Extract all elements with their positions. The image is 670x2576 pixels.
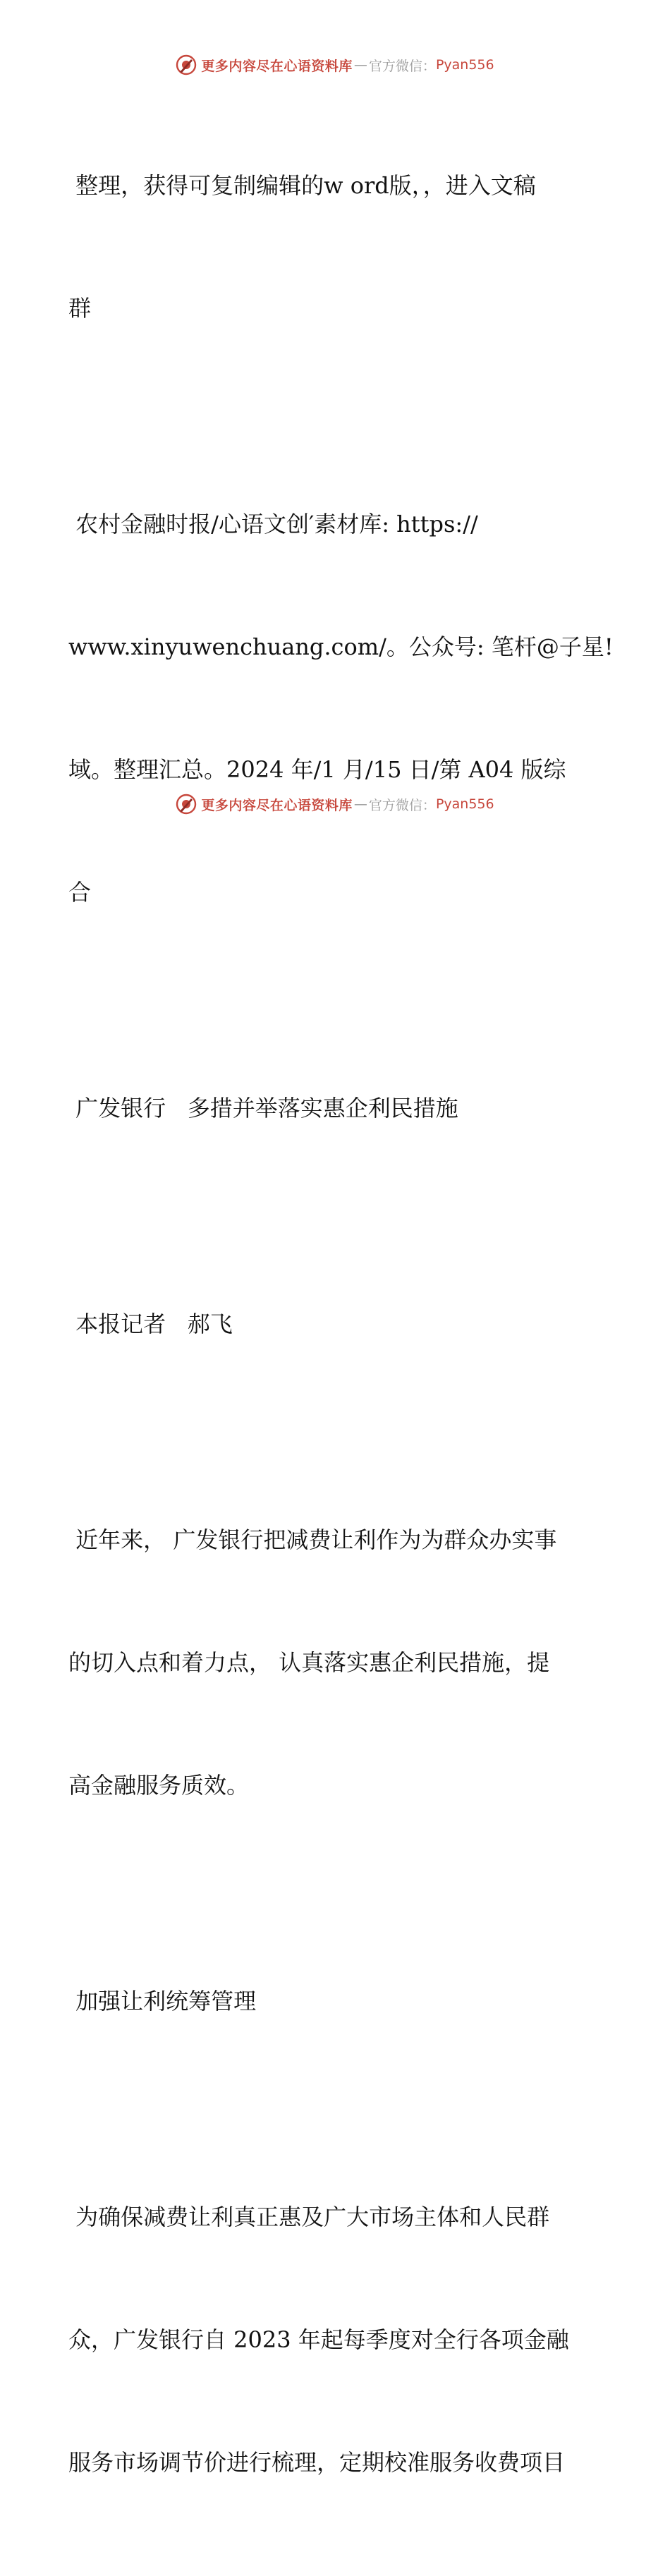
paragraph-lead (68, 1438, 604, 1888)
banner-dash: — (353, 57, 367, 73)
banner-wechat-id: Pyan556 (435, 796, 494, 812)
paragraph-source (68, 422, 614, 995)
text-line: 的切入点和着力点， 认真落实惠企利民措施，提 (68, 1649, 550, 1676)
banner-site-text: 更多内容尽在心语资料库 (201, 58, 353, 74)
text-line: 整理，获得可复制编辑的w ord版，，进入文稿 (68, 172, 536, 199)
text-line: 高金融服务质效。 (68, 1772, 250, 1799)
text-line: 本报记者 郝飞 (68, 1311, 233, 1337)
banner-dash: — (353, 796, 367, 812)
document-body (68, 83, 614, 2576)
banner-wechat-id: Pyan556 (435, 57, 494, 73)
text-line: 近年来， 广发银行把减费让利作为为群众办实事 (68, 1526, 557, 1553)
text-line: 为确保减费让利真正惠及广大市场主体和人民群 (68, 2204, 550, 2230)
text-line: 群 (68, 295, 92, 322)
text-line: 众，广发银行自 2023 年起每季度对全行各项金融 (68, 2326, 569, 2353)
text-line: www.xinyuwenchuang.com/。公众号: 笔杆@子星! (68, 633, 614, 660)
article-title (68, 1006, 604, 1210)
text-line: 广发银行 多措并举落实惠企利民措施 (68, 1095, 458, 1122)
footer-banner (0, 790, 670, 818)
text-line: 域。整理汇总。2024 年/1 月/15 日/第 A04 版综 (68, 756, 566, 783)
quill-logo-icon (176, 794, 197, 815)
quill-logo-icon (176, 54, 197, 75)
banner-site-text: 更多内容尽在心语资料库 (201, 797, 353, 813)
banner-wechat-label: 官方微信： (368, 797, 436, 813)
header-banner (0, 51, 670, 79)
text-line: 合 (68, 879, 92, 906)
text-line: 加强让利统筹管理 (68, 1988, 257, 2015)
text-line: 服务市场调节价进行梳理，定期校准服务收费项目 (68, 2449, 566, 2476)
section-heading (68, 1899, 604, 2103)
text-line: 农村金融时报/心语文创′素材库: https:// (68, 511, 478, 537)
article-byline (68, 1222, 604, 1426)
paragraph-intro (68, 83, 604, 411)
paragraph-body (68, 2115, 604, 2565)
banner-wechat-label: 官方微信： (368, 58, 436, 74)
